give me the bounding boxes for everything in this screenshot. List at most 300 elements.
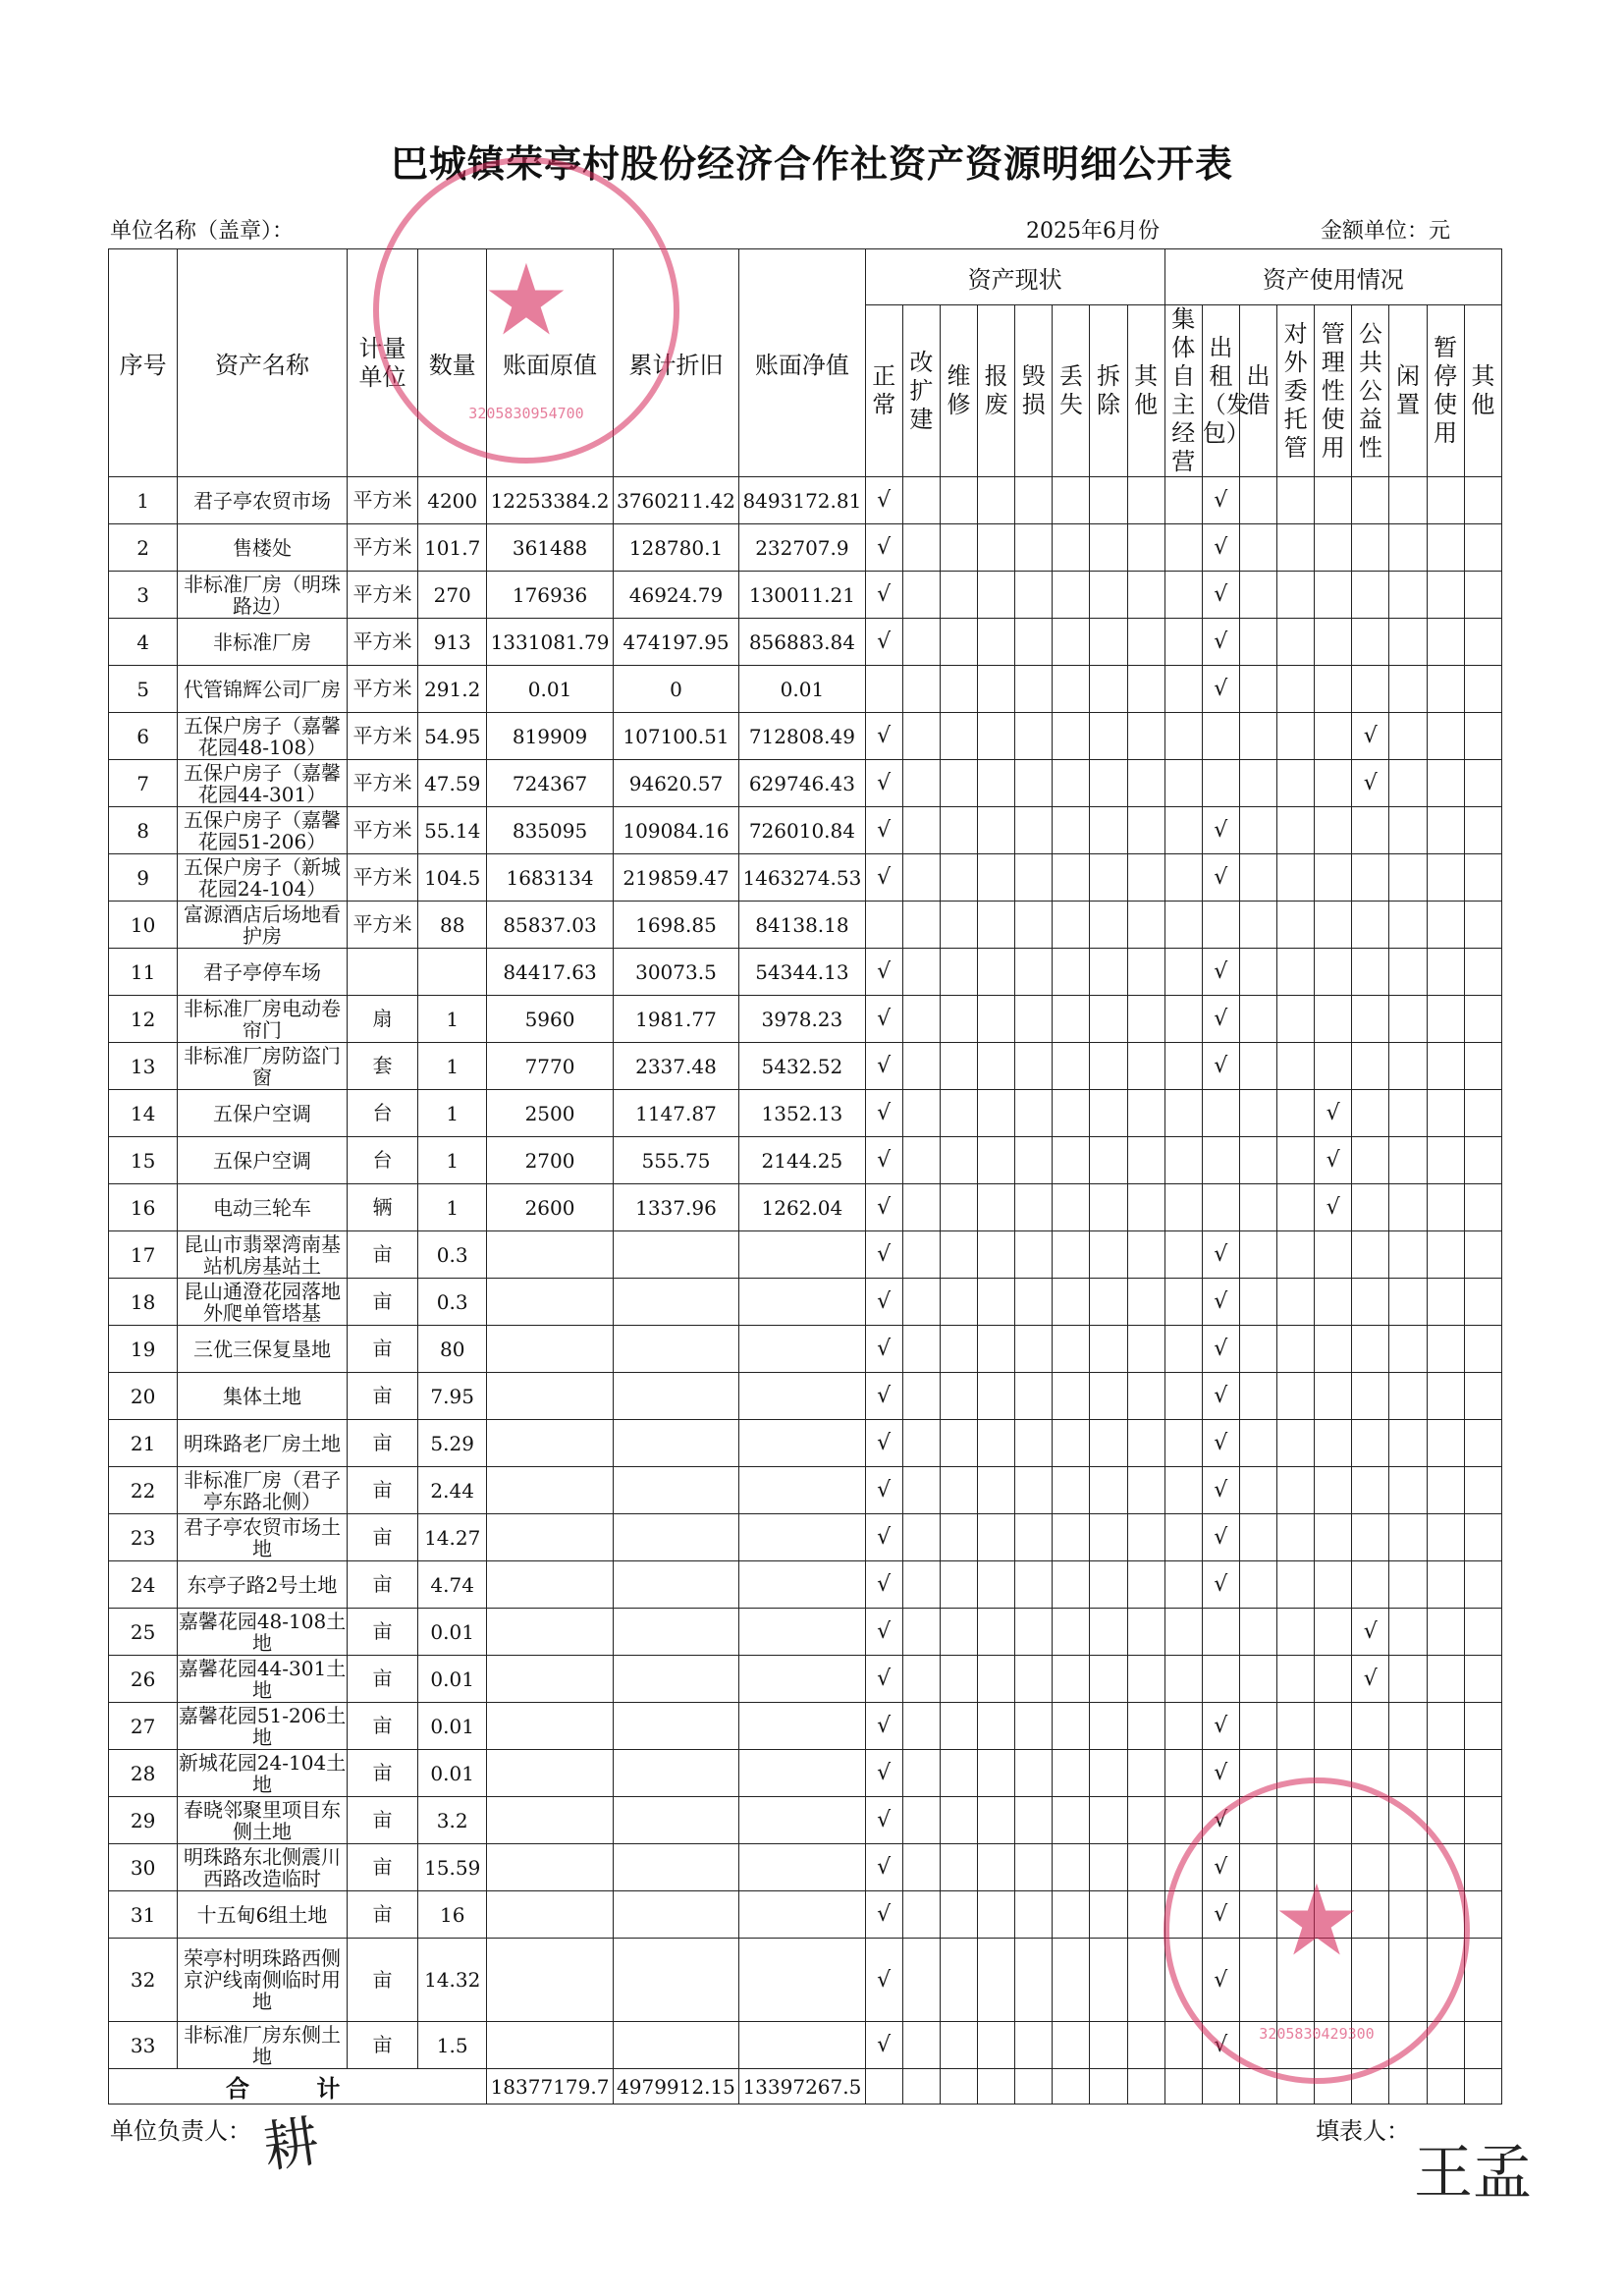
row-status-cell: √ [865,1514,902,1561]
row-unit: 亩 [347,1703,417,1750]
row-status-cell [940,1231,977,1279]
row-status-cell [1053,1844,1090,1891]
row-status-cell [1090,1797,1127,1844]
row-status-cell: √ [865,1703,902,1750]
row-status-cell [902,713,940,760]
row-status-cell [1015,524,1053,572]
row-status-cell [940,1090,977,1137]
row-qty: 47.59 [418,760,487,807]
row-status-cell [1090,1656,1127,1703]
row-usage-cell [1277,1514,1315,1561]
row-status-cell [978,1184,1015,1231]
row-usage-cell [1352,477,1389,524]
row-status-cell [1127,1844,1164,1891]
row-status-cell [1090,1844,1127,1891]
row-usage-cell [1464,524,1501,572]
row-usage-cell [1464,949,1501,996]
row-status-cell [1127,1797,1164,1844]
row-unit: 亩 [347,1373,417,1420]
row-net: 54344.13 [739,949,865,996]
row-status-cell: √ [865,1656,902,1703]
row-seq: 21 [109,1420,178,1467]
row-status-cell [1127,1326,1164,1373]
row-original: 84417.63 [487,949,613,996]
row-unit: 平方米 [347,619,417,666]
row-usage-cell [1277,572,1315,619]
header-usage-0: 集体自主经营 [1164,305,1202,477]
row-original: 0.01 [487,666,613,713]
row-usage-cell [1389,1703,1427,1750]
row-net: 232707.9 [739,524,865,572]
page-title: 巴城镇荣亭村股份经济合作社资产资源明细公开表 [390,142,1233,186]
row-original: 724367 [487,760,613,807]
row-usage-cell [1389,1656,1427,1703]
totals-empty-cell [978,2069,1015,2105]
row-depreciation: 555.75 [613,1137,738,1184]
header-net: 账面净值 [739,249,865,477]
row-usage-cell: √ [1202,2022,1239,2069]
row-depreciation: 2337.48 [613,1043,738,1090]
row-status-cell [940,1561,977,1609]
row-usage-cell [1464,854,1501,902]
row-usage-cell: √ [1202,1326,1239,1373]
row-usage-cell: √ [1202,807,1239,854]
row-name: 嘉馨花园51-206土地 [178,1703,347,1749]
row-usage-cell: √ [1202,1891,1239,1939]
header-usage-7: 暂停使用 [1427,305,1464,477]
row-status-cell [940,2022,977,2069]
row-status-cell [978,1279,1015,1326]
row-usage-cell [1427,1703,1464,1750]
row-seq: 12 [109,996,178,1043]
row-net: 130011.21 [739,572,865,619]
row-usage-cell [1239,666,1276,713]
row-status-cell [1053,1043,1090,1090]
row-status-cell [1053,1514,1090,1561]
row-usage-cell [1464,1797,1501,1844]
row-unit: 平方米 [347,477,417,524]
header-unit: 计量单位 [347,249,417,477]
row-status-cell [1015,1656,1053,1703]
row-usage-cell [1389,1561,1427,1609]
row-usage-cell: √ [1202,477,1239,524]
row-net: 84138.18 [739,902,865,949]
row-status-cell [1053,2022,1090,2069]
row-status-cell [978,1373,1015,1420]
row-status-cell: √ [865,1373,902,1420]
header-status-group: 资产现状 [865,249,1164,305]
row-usage-cell [1352,666,1389,713]
row-seq: 10 [109,902,178,949]
row-status-cell [1015,1373,1053,1420]
row-depreciation: 219859.47 [613,854,738,902]
row-usage-cell [1164,1231,1202,1279]
row-original [487,1420,613,1467]
row-usage-cell [1427,902,1464,949]
row-usage-cell [1427,1090,1464,1137]
row-unit: 平方米 [347,666,417,713]
row-net [739,1420,865,1467]
row-usage-cell [1164,666,1202,713]
row-status-cell: √ [865,1844,902,1891]
row-status-cell [1053,760,1090,807]
row-net [739,1279,865,1326]
row-usage-cell [1389,1231,1427,1279]
row-status-cell [940,1656,977,1703]
row-status-cell [1127,996,1164,1043]
row-usage-cell [1464,572,1501,619]
row-status-cell [1015,1184,1053,1231]
row-usage-cell [1427,1184,1464,1231]
row-status-cell [1090,1467,1127,1514]
row-net: 1463274.53 [739,854,865,902]
row-usage-cell [1202,1656,1239,1703]
row-status-cell [1090,2022,1127,2069]
table-row [109,1137,1502,1184]
row-usage-cell [1164,1609,1202,1656]
row-usage-cell [1315,996,1352,1043]
row-status-cell [902,477,940,524]
row-seq: 8 [109,807,178,854]
row-unit: 亩 [347,1750,417,1797]
row-status-cell [1090,524,1127,572]
row-status-cell [1053,1137,1090,1184]
row-name: 代管锦辉公司厂房 [178,666,348,713]
row-usage-cell [1427,996,1464,1043]
row-status-cell: √ [865,996,902,1043]
row-status-cell [1015,1750,1053,1797]
row-usage-cell [1202,1184,1239,1231]
row-net [739,1514,865,1561]
row-status-cell [1090,666,1127,713]
row-usage-cell [1315,760,1352,807]
row-original: 176936 [487,572,613,619]
row-qty: 913 [418,619,487,666]
row-usage-cell [1164,524,1202,572]
row-usage-cell [1315,713,1352,760]
row-status-cell [1053,949,1090,996]
row-status-cell [1015,996,1053,1043]
row-status-cell [902,666,940,713]
row-usage-cell: √ [1352,713,1389,760]
row-original [487,1373,613,1420]
row-status-cell [1127,1137,1164,1184]
row-status-cell [940,1467,977,1514]
row-seq: 9 [109,854,178,902]
row-status-cell: √ [865,1137,902,1184]
row-usage-cell [1427,1137,1464,1184]
row-status-cell [1090,619,1127,666]
row-usage-cell [1427,619,1464,666]
row-status-cell [1127,713,1164,760]
row-seq: 6 [109,713,178,760]
row-status-cell [1053,902,1090,949]
row-original: 2500 [487,1090,613,1137]
row-usage-cell: √ [1202,996,1239,1043]
totals-depreciation: 4979912.15 [613,2069,738,2105]
totals-empty-cell [940,2069,977,2105]
row-status-cell [1053,854,1090,902]
row-usage-cell: √ [1352,1656,1389,1703]
row-status-cell [940,1844,977,1891]
table-row [109,713,1502,760]
row-usage-cell [1315,1279,1352,1326]
row-usage-cell [1239,807,1276,854]
cooperative-seal [373,157,679,464]
row-usage-cell [1315,1514,1352,1561]
row-seq: 19 [109,1326,178,1373]
row-unit: 平方米 [347,572,417,619]
row-status-cell [902,1279,940,1326]
row-depreciation [613,1750,738,1797]
row-status-cell [940,1514,977,1561]
row-original [487,1514,613,1561]
row-status-cell [1127,1891,1164,1939]
row-name: 君子亭农贸市场土地 [178,1514,348,1561]
row-usage-cell [1389,996,1427,1043]
row-status-cell [978,1891,1015,1939]
row-status-cell [1015,666,1053,713]
row-status-cell [1015,760,1053,807]
row-status-cell [1127,1609,1164,1656]
row-usage-cell [1389,1326,1427,1373]
row-status-cell [940,854,977,902]
row-usage-cell [1427,1420,1464,1467]
row-status-cell [940,1891,977,1939]
row-original [487,2022,613,2069]
totals-empty-cell [1202,2069,1239,2105]
header-depreciation: 累计折旧 [613,249,738,477]
row-status-cell [1127,1750,1164,1797]
row-depreciation [613,1373,738,1420]
row-status-cell [1053,1184,1090,1231]
header-usage-4: 管理性使用 [1315,305,1352,477]
row-status-cell [978,1939,1015,2022]
row-unit: 平方米 [347,807,417,854]
totals-empty-cell [1090,2069,1127,2105]
row-usage-cell [1315,1420,1352,1467]
row-net [739,1703,865,1750]
row-usage-cell [1427,807,1464,854]
row-net [739,1656,865,1703]
row-unit: 亩 [347,1891,417,1939]
row-usage-cell: √ [1202,949,1239,996]
period-label: 2025年6月份 [1026,219,1160,244]
row-status-cell [1090,1420,1127,1467]
row-usage-cell [1277,996,1315,1043]
row-status-cell: √ [865,572,902,619]
row-status-cell [902,1090,940,1137]
row-usage-cell [1464,1561,1501,1609]
row-usage-cell [1277,854,1315,902]
row-status-cell [1090,1750,1127,1797]
row-status-cell [1015,1043,1053,1090]
row-status-cell [978,477,1015,524]
row-unit: 亩 [347,1279,417,1326]
row-status-cell [1090,713,1127,760]
row-net: 8493172.81 [739,477,865,524]
row-usage-cell [1389,666,1427,713]
header-status-3: 报废 [978,305,1015,477]
row-usage-cell [1315,1561,1352,1609]
row-usage-cell [1315,949,1352,996]
row-net [739,1231,865,1279]
row-usage-cell [1164,1514,1202,1561]
row-usage-cell [1464,1043,1501,1090]
table-row [109,1420,1502,1467]
row-unit: 平方米 [347,854,417,902]
row-usage-cell [1389,760,1427,807]
row-status-cell [1127,949,1164,996]
row-name: 售楼处 [178,524,348,572]
row-usage-cell [1277,1279,1315,1326]
row-status-cell [902,854,940,902]
table-row [109,1184,1502,1231]
row-seq: 20 [109,1373,178,1420]
row-status-cell [1090,1609,1127,1656]
table-row [109,1231,1502,1279]
header-usage-8: 其他 [1464,305,1501,477]
row-status-cell [1053,619,1090,666]
row-status-cell [1127,619,1164,666]
header-usage-1: 出租（发包） [1202,305,1239,477]
row-status-cell [940,1137,977,1184]
row-status-cell [902,1137,940,1184]
row-usage-cell: √ [1202,1373,1239,1420]
filler-signature: 王孟 [1414,2139,1532,2208]
row-usage-cell [1352,902,1389,949]
row-status-cell [940,807,977,854]
row-net: 0.01 [739,666,865,713]
row-net [739,1797,865,1844]
row-usage-cell [1239,1420,1276,1467]
row-qty: 14.27 [418,1514,487,1561]
row-status-cell [1090,807,1127,854]
row-status-cell [902,949,940,996]
table-row [109,524,1502,572]
row-status-cell [1090,949,1127,996]
row-qty: 55.14 [418,807,487,854]
row-status-cell [1127,572,1164,619]
row-usage-cell [1315,1043,1352,1090]
header-seq: 序号 [109,249,178,477]
row-original [487,1467,613,1514]
row-usage-cell [1352,1137,1389,1184]
row-status-cell [1127,902,1164,949]
row-usage-cell [1277,807,1315,854]
row-status-cell [978,619,1015,666]
row-status-cell [940,572,977,619]
row-usage-cell [1164,807,1202,854]
row-usage-cell [1352,1184,1389,1231]
row-seq: 27 [109,1703,178,1750]
row-status-cell [902,807,940,854]
row-usage-cell [1464,760,1501,807]
row-status-cell [902,1891,940,1939]
table-row [109,1467,1502,1514]
row-usage-cell [1164,713,1202,760]
row-net: 1262.04 [739,1184,865,1231]
totals-label: 合 计 [109,2069,487,2105]
table-row [109,619,1502,666]
row-seq: 23 [109,1514,178,1561]
row-depreciation [613,1939,738,2022]
row-status-cell [1053,1231,1090,1279]
row-unit: 扇 [347,996,417,1043]
row-qty [418,949,487,996]
row-usage-cell [1464,1231,1501,1279]
row-status-cell [1053,477,1090,524]
row-usage-cell [1164,477,1202,524]
row-depreciation: 1698.85 [613,902,738,949]
row-status-cell [1053,713,1090,760]
row-net: 2144.25 [739,1137,865,1184]
row-qty: 104.5 [418,854,487,902]
row-usage-cell [1352,854,1389,902]
row-status-cell [978,713,1015,760]
totals-empty-cell [1164,2069,1202,2105]
row-usage-cell [1202,1609,1239,1656]
row-status-cell [1090,760,1127,807]
row-net: 726010.84 [739,807,865,854]
row-seq: 1 [109,477,178,524]
row-usage-cell [1239,760,1276,807]
row-qty: 16 [418,1891,487,1939]
table-row [109,1703,1502,1750]
row-original [487,1939,613,2022]
row-status-cell [902,1939,940,2022]
row-depreciation [613,1561,738,1609]
row-status-cell [1015,572,1053,619]
row-original: 2600 [487,1184,613,1231]
row-usage-cell: √ [1202,1844,1239,1891]
row-usage-cell [1464,619,1501,666]
row-status-cell: √ [865,854,902,902]
row-usage-cell: √ [1202,1703,1239,1750]
row-original [487,1231,613,1279]
row-net [739,1467,865,1514]
row-original: 85837.03 [487,902,613,949]
row-usage-cell: √ [1202,1231,1239,1279]
row-status-cell [1090,1373,1127,1420]
row-usage-cell [1427,1326,1464,1373]
totals-net: 13397267.5 [739,2069,865,2105]
row-status-cell [1127,1231,1164,1279]
row-status-cell [1015,1231,1053,1279]
row-qty: 80 [418,1326,487,1373]
row-usage-cell [1389,1090,1427,1137]
row-qty: 291.2 [418,666,487,713]
row-status-cell [1090,1090,1127,1137]
row-seq: 24 [109,1561,178,1609]
table-row [109,949,1502,996]
row-original [487,1797,613,1844]
table-row [109,477,1502,524]
row-name: 五保户空调 [178,1137,348,1184]
row-status-cell [978,1137,1015,1184]
row-usage-cell [1389,902,1427,949]
row-qty: 54.95 [418,713,487,760]
row-seq: 29 [109,1797,178,1844]
row-original [487,1703,613,1750]
row-unit: 亩 [347,1797,417,1844]
row-status-cell [940,949,977,996]
row-usage-cell [1352,1373,1389,1420]
responsible-signature: 耕 [259,2109,323,2181]
row-net [739,1891,865,1939]
row-depreciation: 1147.87 [613,1090,738,1137]
row-usage-cell [1164,902,1202,949]
